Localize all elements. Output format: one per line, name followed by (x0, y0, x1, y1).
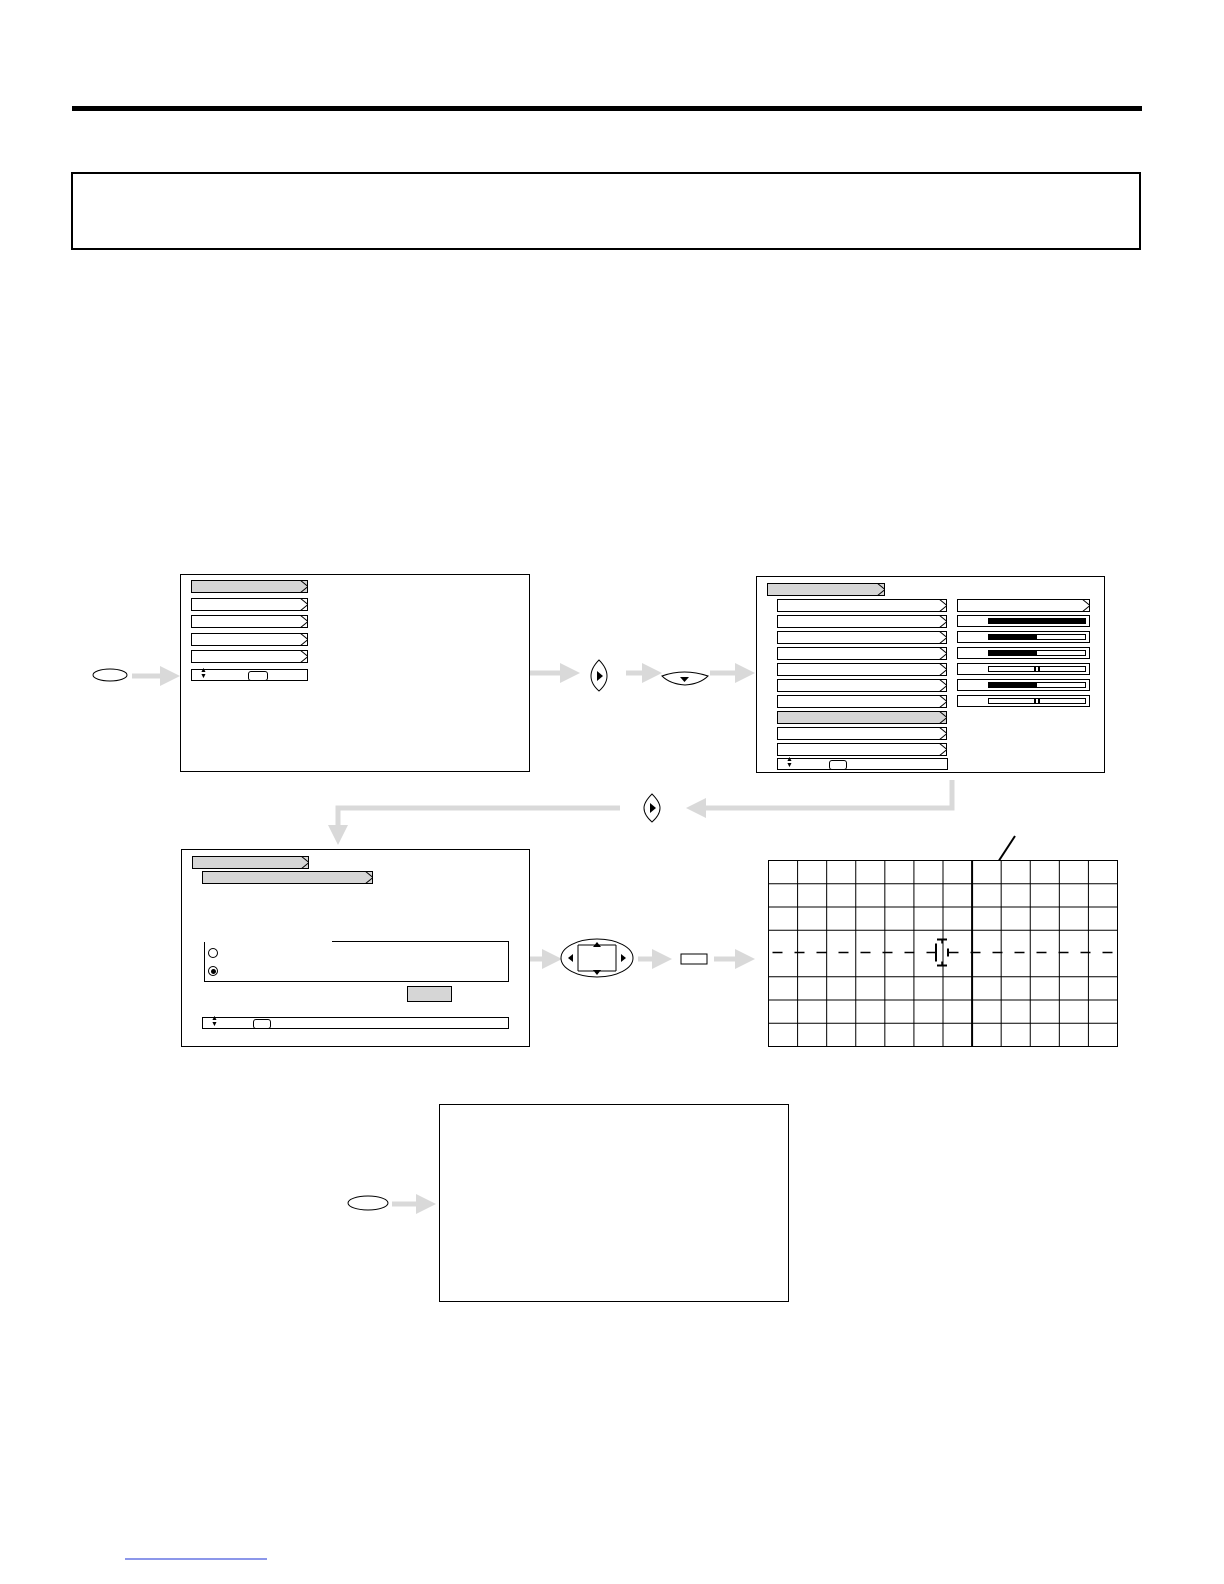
step3-screen (181, 849, 530, 1047)
step1-menu-item[interactable] (191, 580, 308, 593)
adjustment-grid (767, 859, 1119, 1049)
step1-menu-item[interactable] (191, 633, 308, 646)
updown-icon: ▲ ▼ (200, 667, 207, 680)
step3-nav-bar (202, 1017, 509, 1029)
select-button-icon (253, 1019, 271, 1029)
setting-level-bar[interactable] (957, 679, 1090, 691)
right-cursor-button-icon-2 (644, 794, 660, 822)
right-cursor-button-icon (591, 660, 607, 691)
step3-menu-header (192, 856, 309, 869)
level-fill (989, 651, 1037, 655)
radio-option[interactable] (208, 948, 218, 958)
setting-level-bar[interactable] (957, 631, 1090, 643)
ok-button-icon (681, 954, 707, 964)
menu-button-icon (93, 669, 127, 681)
step2-menu-item[interactable] (777, 663, 947, 676)
step3-submenu-header (202, 871, 373, 884)
step2-menu-item[interactable] (777, 679, 947, 692)
level-fill (989, 635, 1037, 639)
level-track (988, 650, 1086, 656)
step2-menu-item[interactable] (777, 743, 947, 756)
cursor-pad-icon (561, 939, 633, 977)
level-knob (1034, 699, 1040, 703)
level-fill (989, 619, 1085, 623)
step2-menu-item[interactable] (777, 599, 947, 612)
step2-menu-item[interactable] (777, 647, 947, 660)
step2-menu-item[interactable] (777, 615, 947, 628)
setting-level-bar[interactable] (957, 647, 1090, 659)
down-cursor-button-icon (662, 672, 708, 685)
final-screen (439, 1104, 789, 1302)
level-track (988, 618, 1086, 624)
step3-options-panel (204, 941, 509, 982)
radio-option[interactable] (208, 966, 218, 976)
step3-action-button[interactable] (407, 986, 452, 1002)
step1-screen (180, 574, 530, 772)
level-knob (1034, 667, 1040, 671)
setting-level-bar[interactable] (957, 663, 1090, 675)
setting-level-bar[interactable] (957, 695, 1090, 707)
step2-menu-item[interactable] (777, 711, 947, 724)
level-track (988, 682, 1086, 688)
radio-dot (211, 969, 216, 974)
step2-menu-item[interactable] (777, 631, 947, 644)
step2-menu-item[interactable] (777, 727, 947, 740)
exit-button-icon (348, 1196, 388, 1210)
step1-menu-item[interactable] (191, 598, 308, 611)
step1-nav-bar (191, 669, 308, 681)
updown-icon: ▲ ▼ (786, 756, 793, 769)
step2-menu-header (767, 583, 885, 596)
step2-nav-bar (777, 758, 948, 770)
step1-menu-item[interactable] (191, 615, 308, 628)
settings-header (957, 599, 1090, 612)
step1-menu-item[interactable] (191, 650, 308, 663)
level-track (988, 698, 1086, 704)
level-fill (989, 683, 1037, 687)
level-track (988, 666, 1086, 672)
level-track (988, 634, 1086, 640)
step2-menu-item[interactable] (777, 695, 947, 708)
setting-level-bar[interactable] (957, 615, 1090, 627)
select-button-icon (829, 760, 847, 770)
select-button-icon (248, 671, 268, 681)
step2-screen (756, 576, 1105, 773)
updown-icon: ▲ ▼ (211, 1015, 218, 1028)
